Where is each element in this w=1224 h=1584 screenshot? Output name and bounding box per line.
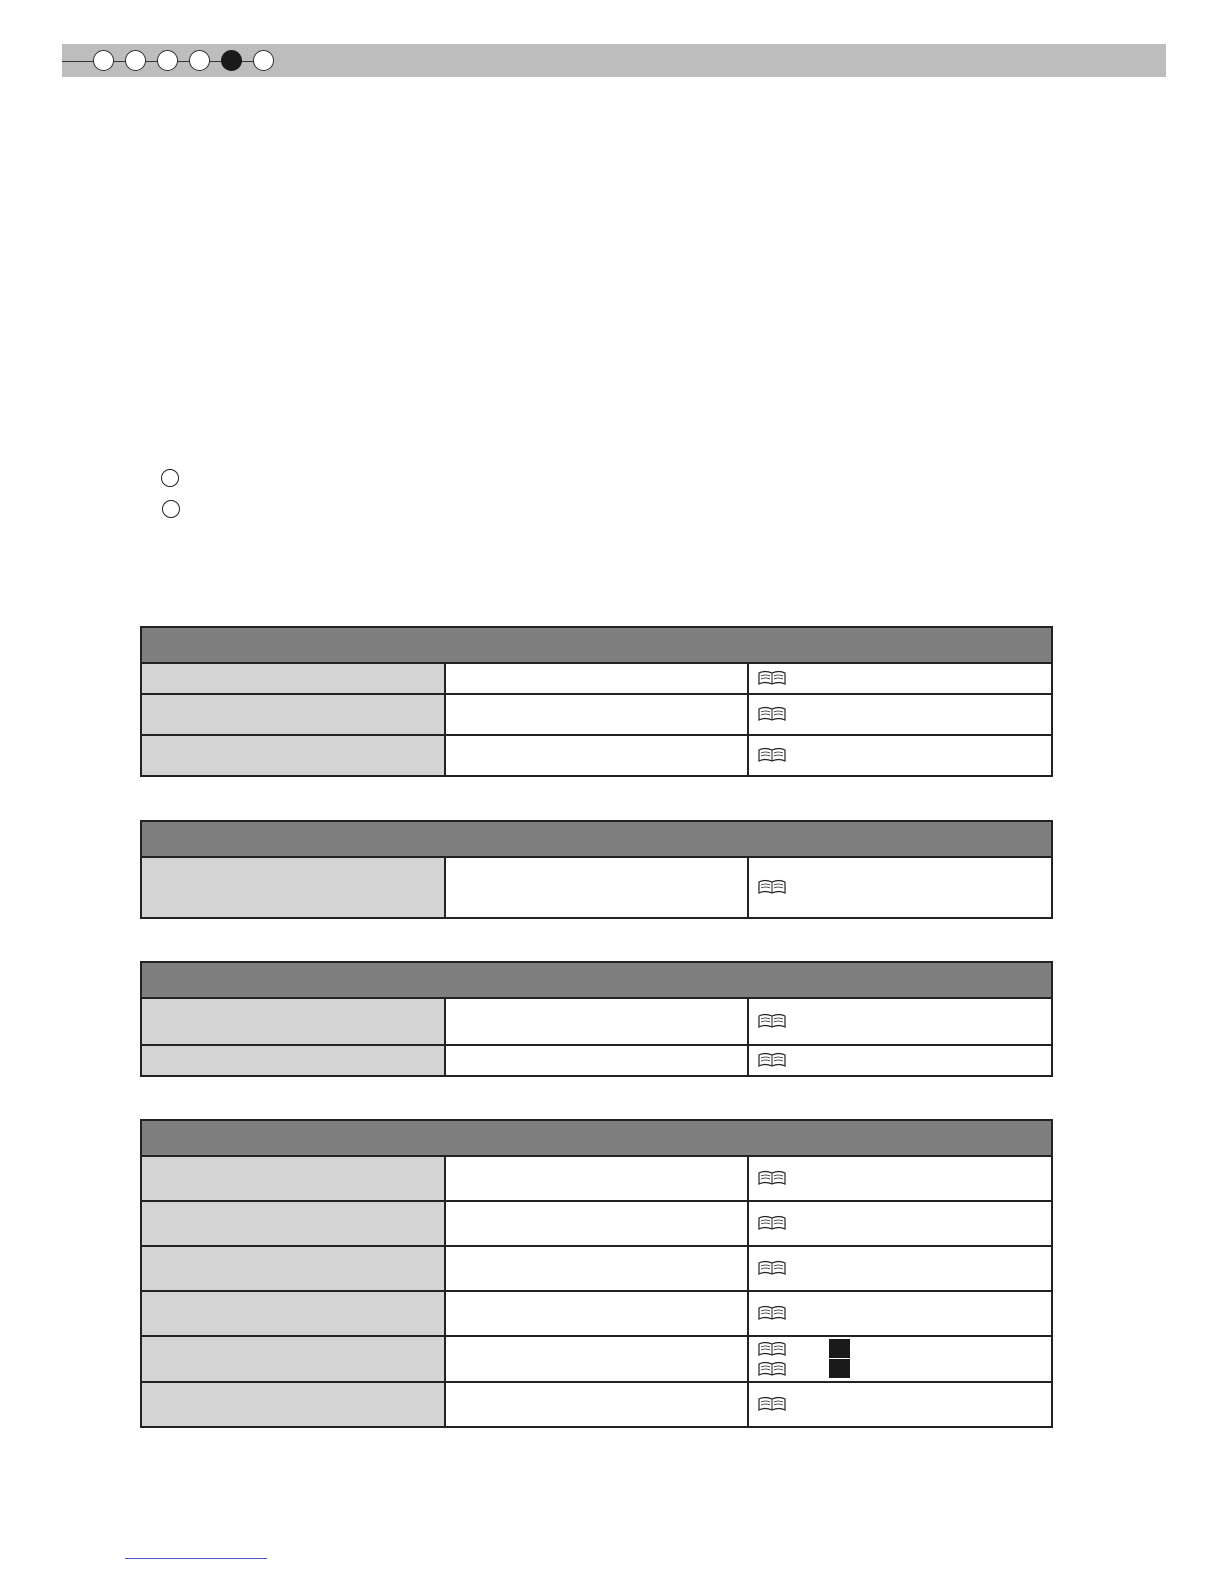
page-reference-line [757,1214,1051,1234]
page-reference-line [757,705,1051,725]
book-reference-icon [757,1305,787,1321]
page-reference[interactable] [748,998,1052,1045]
step-indicator-5-active [221,50,242,71]
row-description [445,735,749,776]
black-tab-marker [829,1339,850,1358]
book-reference-icon [757,1215,787,1231]
reference-table-4 [140,1119,1053,1428]
row-label [141,1336,445,1382]
table-row [141,1382,1052,1427]
book-reference-icon [757,1013,787,1029]
row-label [141,735,445,776]
step-indicator-2 [125,50,146,71]
step-indicator-4 [189,50,210,71]
row-label [141,1045,445,1076]
table-header [141,627,1052,663]
footer-link-underline[interactable] [125,1558,267,1559]
table-row [141,998,1052,1045]
book-reference-icon [757,1396,787,1412]
row-label [141,694,445,735]
table-row [141,735,1052,776]
row-label [141,1246,445,1291]
book-reference-icon [757,706,787,722]
row-label [141,1201,445,1246]
black-tab-marker [829,1359,850,1378]
table-row [141,1291,1052,1336]
row-label [141,1382,445,1427]
page-reference-line [757,669,1051,689]
table-row [141,694,1052,735]
page-reference[interactable] [748,735,1052,776]
row-description [445,1336,749,1382]
row-description [445,1382,749,1427]
page-reference-line [757,746,1051,766]
row-description [445,1246,749,1291]
step-indicator-3 [157,50,178,71]
book-reference-icon [757,670,787,686]
row-description [445,1291,749,1336]
step-indicator-6 [253,50,274,71]
table-row [141,1201,1052,1246]
page-reference[interactable] [748,1156,1052,1201]
circle-bullet-1 [161,469,179,487]
book-reference-icon [757,1170,787,1186]
row-description [445,1156,749,1201]
page-reference[interactable] [748,1246,1052,1291]
row-label [141,1291,445,1336]
table-row [141,857,1052,918]
page-reference-line [757,1051,1051,1071]
table-header [141,1120,1052,1156]
reference-table-3 [140,961,1053,1077]
page-reference[interactable] [748,1291,1052,1336]
table-row [141,1045,1052,1076]
page-reference-line [757,1395,1051,1415]
book-reference-icon [757,1052,787,1068]
page-reference-line [757,1259,1051,1279]
page-reference[interactable] [748,1045,1052,1076]
row-description [445,857,749,918]
book-reference-icon [757,1361,787,1377]
reference-table-1 [140,626,1053,777]
row-label [141,663,445,694]
table-row [141,1336,1052,1382]
row-label [141,1156,445,1201]
step-indicator-1 [93,50,114,71]
page-reference[interactable] [748,1201,1052,1246]
page-reference[interactable] [748,857,1052,918]
table-row [141,1246,1052,1291]
row-label [141,998,445,1045]
table-header [141,962,1052,998]
row-label [141,857,445,918]
page-reference-line [757,878,1051,898]
table-row [141,663,1052,694]
page-reference[interactable] [748,663,1052,694]
book-reference-icon [757,879,787,895]
row-description [445,1045,749,1076]
row-description [445,663,749,694]
table-header [141,821,1052,857]
page-reference[interactable] [748,694,1052,735]
table-row [141,1156,1052,1201]
page-reference[interactable] [748,1382,1052,1427]
row-description [445,998,749,1045]
book-reference-icon [757,1341,787,1357]
page-reference-line [757,1359,1051,1379]
page-reference-line [757,1169,1051,1189]
page-reference-line [757,1304,1051,1324]
row-description [445,1201,749,1246]
page-reference-line [757,1012,1051,1032]
page-reference[interactable] [748,1336,1052,1382]
row-description [445,694,749,735]
book-reference-icon [757,747,787,763]
page-reference-line [757,1339,1051,1359]
circle-bullet-2 [162,500,180,518]
book-reference-icon [757,1260,787,1276]
reference-table-2 [140,820,1053,919]
